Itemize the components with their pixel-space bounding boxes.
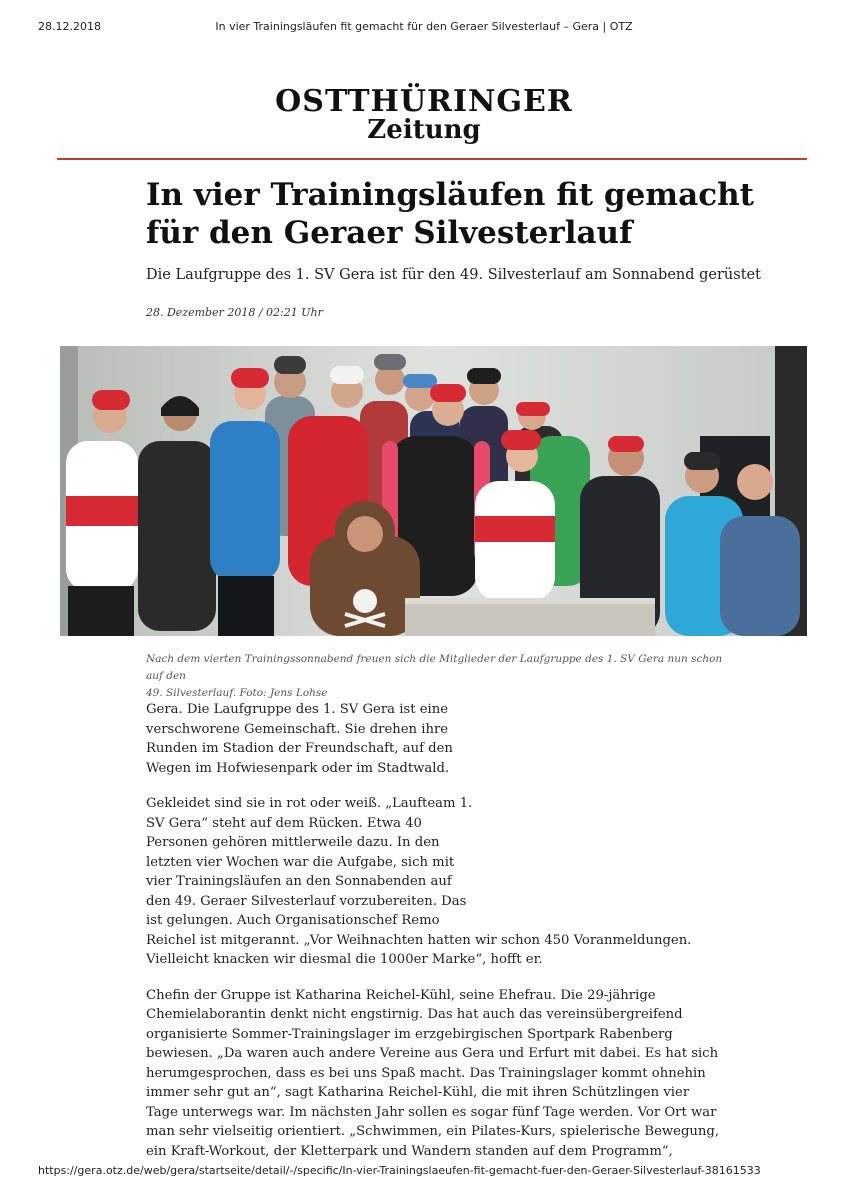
body-line: Vielleicht knacken wir diesmal die 1000er Marke“, hofft er. xyxy=(146,952,543,967)
body-line: ein Kraft-Workout, der Kletterpark und Wandern standen auf dem Programm“, xyxy=(146,1143,673,1159)
photo-caption xyxy=(146,651,736,702)
body-line: verschworene Gemeinschaft. Sie drehen ihre xyxy=(146,721,449,737)
body-line: Tage unterwegs war. Im nächsten Jahr sollen es sogar fünf Tage werden. Vor Ort war xyxy=(146,1104,717,1120)
body-line: Reichel ist mitgerannt. „Vor Weihnachten hatten wir schon 450 Voranmeldungen. xyxy=(146,932,692,948)
body-line: Chefin der Gruppe ist Katharina Reichel-Kühl, seine Ehefrau. Die 29-jährige xyxy=(146,987,656,1003)
caption-line: 49. Silvesterlauf. Foto: Jens Lohse xyxy=(146,687,328,699)
group-photo-illustration xyxy=(60,346,807,636)
body-line: vier Trainingsläufen an den Sonnabenden auf xyxy=(146,874,452,889)
caption-line: Nach dem vierten Trainingssonnabend freuen sich die Mitglieder der Laufgruppe des 1. SV Gera nun schon auf den xyxy=(146,653,723,682)
body-line: den 49. Geraer Silvesterlauf vorzubereiten. Das xyxy=(146,893,467,909)
print-page-title: In vier Trainingsläufen fit gemacht für den Geraer Silvesterlauf – Gera | OTZ xyxy=(215,20,633,33)
body-line: bewiesen. „Da waren auch andere Vereine aus Gera und Erfurt mit dabei. Es hat sich xyxy=(146,1046,719,1061)
body-line: Runden im Stadion der Freundschaft, auf den xyxy=(146,741,453,756)
headline-line: In vier Trainingsläufen fit gemacht xyxy=(146,177,754,213)
article-body xyxy=(146,700,746,1177)
article-headline xyxy=(146,176,766,252)
newspaper-logo[interactable] xyxy=(0,86,848,144)
headline-line: für den Geraer Silvesterlauf xyxy=(146,215,633,251)
article-photo xyxy=(60,346,807,636)
body-line: Chemielaborantin denkt nicht engstirnig. Das hat auch das vereinsübergreifend xyxy=(146,1007,683,1022)
body-line: letzten vier Wochen war die Aufgabe, sich mit xyxy=(146,854,455,870)
body-line: immer sehr gut an“, sagt Katharina Reichel-Kühl, die mit ihren Schützlingen vier xyxy=(146,1085,690,1100)
article-subline: Die Laufgruppe des 1. SV Gera ist für den 49. Silvesterlauf am Sonnabend gerüstet xyxy=(146,267,761,283)
logo-line-1: OSTTHÜRINGER xyxy=(275,84,573,119)
paragraph xyxy=(146,986,746,1162)
body-line: Gekleidet sind sie in rot oder weiß. „Laufteam 1. xyxy=(146,796,473,811)
body-line: ist gelungen. Auch Organisationschef Remo xyxy=(146,913,440,928)
body-line: SV Gera“ steht auf dem Rücken. Etwa 40 xyxy=(146,815,422,831)
body-line: Gera. Die Laufgruppe des 1. SV Gera ist eine xyxy=(146,702,449,717)
body-line: Wegen im Hofwiesenpark oder im Stadtwald. xyxy=(146,760,450,776)
print-header xyxy=(38,20,810,36)
header-rule xyxy=(57,158,807,160)
logo-line-2: Zeitung xyxy=(367,115,481,145)
body-line: organisierte Sommer-Trainingslager im erzgebirgischen Sportpark Rabenberg xyxy=(146,1026,673,1042)
paragraph xyxy=(146,794,746,970)
body-line: Personen gehören mittlerweile dazu. In den xyxy=(146,835,440,850)
article-dateline: 28. Dezember 2018 / 02:21 Uhr xyxy=(146,306,323,319)
print-footer-url[interactable]: https://gera.otz.de/web/gera/startseite/detail/-/specific/In-vier-Trainingslaeufen-fit-gemacht-fuer-den-Geraer-Silvesterlauf-38161533 xyxy=(38,1164,761,1177)
print-date: 28.12.2018 xyxy=(38,20,101,33)
body-line: man sehr vielseitig orientiert. „Schwimmen, ein Pilates-Kurs, spielerische Bewegung, xyxy=(146,1124,720,1139)
paragraph xyxy=(146,700,746,778)
body-line: herumgesprochen, dass es bei uns Spaß macht. Das Trainingslager kommt ohnehin xyxy=(146,1065,706,1081)
